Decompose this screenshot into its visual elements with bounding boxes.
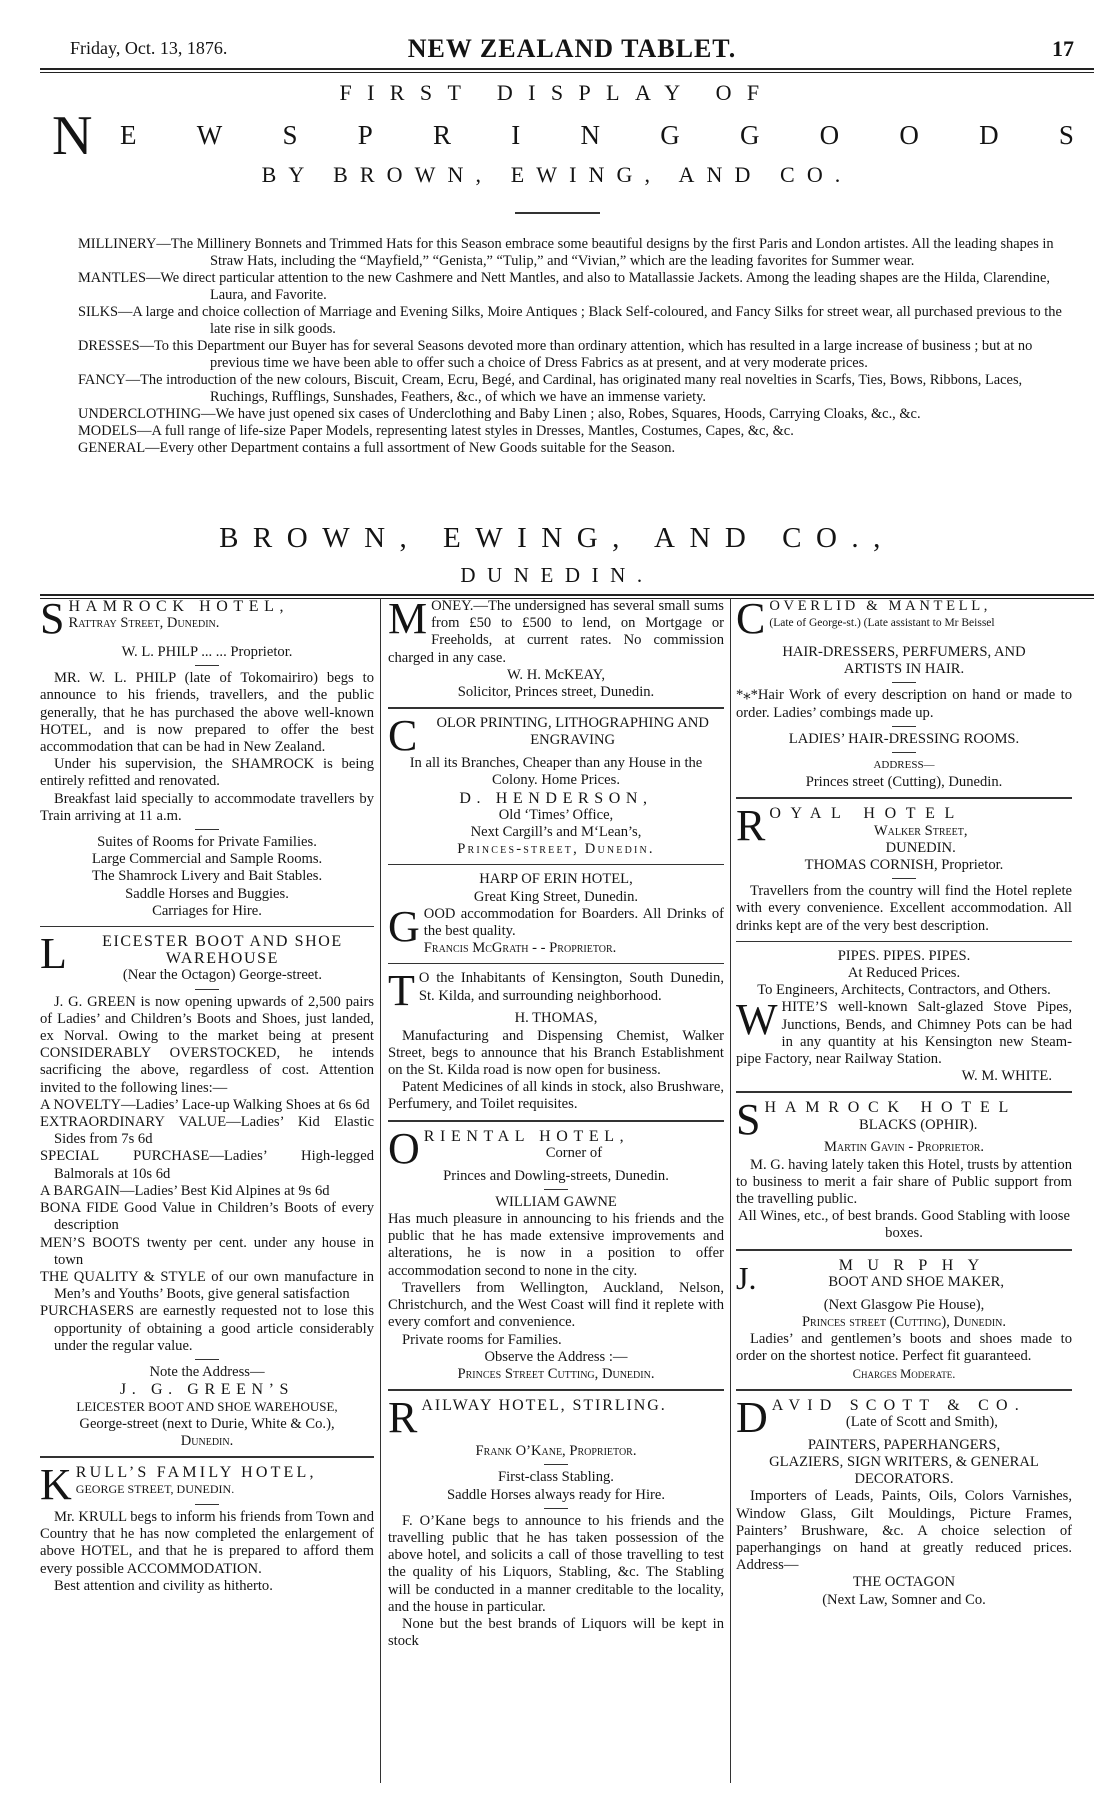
ad-body: Best attention and civility as hitherto. [54, 1577, 273, 1594]
brown-ewing-heading: BROWN, EWING, AND CO., [219, 522, 895, 554]
dash [892, 878, 916, 879]
ad-subtitle: Walker Street, [873, 822, 968, 839]
paper-title: NEW ZEALAND TABLET. [407, 34, 737, 63]
dept-silks: SILKS—A large and choice collection of Marriage and Evening Silks, Moire Antiques ; Black Self-coloured, and Fancy Silks for street wear, all purchased previous to the late rise in silk goods. [78, 304, 1062, 337]
ad-item: PURCHASERS are earnestly requested not to lose this opportunity of obtaining a good article considerably under the regular value. [40, 1303, 374, 1354]
ad-body: Patent Medicines of all kinds in stock, also Brushware, Perfumery, and Toilet requisites. [388, 1079, 724, 1113]
ad-subtitle: (Late of Scott and Smith), [845, 1413, 998, 1430]
header-initial: N [52, 105, 93, 167]
ad-proprietor: Francis McGrath - - Proprietor. [423, 940, 617, 957]
ad-role: Solicitor, Princes street, Dunedin. [457, 684, 655, 701]
ad-title: PIPES. PIPES. PIPES. [837, 947, 971, 964]
ad-color-printing [388, 711, 724, 858]
column-divider [730, 598, 731, 1783]
ad-divider [736, 797, 1072, 799]
ad-address: Princes street (Cutting), Dunedin. [805, 774, 1003, 791]
masthead-rule [40, 68, 1094, 73]
ad-title: AILWAY HOTEL, STIRLING. [421, 1397, 667, 1415]
ad-body: MR. W. L. PHILP (late of Tokomairiro) begs to announce to his friends, travellers, and the public generally, that he has purchased the above well-known HOTEL, and is now prepared to offer the best accommodation that can be had in New Zealand. [40, 670, 374, 756]
drop-cap: C [736, 594, 766, 643]
ad-thomas-chemist [388, 966, 724, 1113]
ad-subtitle: At Reduced Prices. [847, 965, 961, 982]
header-new-spring-goods [120, 120, 1074, 151]
ad-body: Private rooms for Families. [402, 1331, 562, 1348]
ad-title: HARP OF ERIN HOTEL, [479, 871, 633, 888]
header-letter: S [282, 120, 298, 150]
dash [892, 752, 916, 753]
header-letter: R [432, 120, 451, 150]
ad-line: To Engineers, Architects, Contractors, and Others. [757, 982, 1051, 999]
ad-address: LEICESTER BOOT AND SHOE WAREHOUSE, [76, 1399, 338, 1415]
ad-line: Saddle Horses always ready for Hire. [446, 1486, 666, 1503]
header-letter: G [660, 120, 680, 150]
ad-line: GLAZIERS, SIGN WRITERS, & GENERAL DECORATORS. [769, 1453, 1039, 1488]
dept-mantles: MANTLES—We direct particular attention to the new Cashmere and Nett Mantles, and also to Matallassie Jackets. Among the leading shapes are the Hilda, Clarendine, Laura, and Favorite. [78, 270, 1050, 303]
ad-body: All Wines, etc., of best brands. Good Stabling with loose boxes. [738, 1208, 1070, 1242]
ad-money [388, 594, 724, 701]
ad-subtitle: GEORGE STREET, DUNEDIN. [75, 1482, 235, 1497]
dash [892, 726, 916, 727]
header-letter: I [511, 120, 521, 150]
ad-railway-hotel [388, 1393, 724, 1650]
ad-body: None but the best brands of Liquors will be kept in stock [388, 1615, 724, 1650]
dash [195, 989, 219, 990]
ad-line: Carriages for Hire. [152, 902, 262, 919]
ad-subtitle: BOOT AND SHOE MAKER, [828, 1273, 1005, 1290]
ad-body: Travellers from Wellington, Auckland, Nelson, Christchurch, and the West Coast will find it replete with every comfort and convenience. [388, 1279, 724, 1331]
header-rule [515, 212, 600, 214]
dept-fancy: FANCY—The introduction of the new colours, Biscuit, Cream, Ecru, Begé, and Cardinal, has originated many real novelties in Scarfs, Ties, Bows, Ribbons, Laces, Ruchings, Rufflings, Sunshades, Feathers, &c., of which we have an immense variety. [78, 372, 1023, 405]
ad-subtitle: (Late of George-st.) (Late assistant to Mr Beissel [769, 617, 995, 630]
ad-divider [40, 1456, 374, 1458]
ad-shamrock-ophir [736, 1095, 1072, 1242]
drop-cap: O [388, 1123, 420, 1173]
ad-divider [736, 1389, 1072, 1391]
ad-body: Under his supervision, the SHAMROCK is being entirely refitted and renovated. [40, 756, 374, 790]
issue-date: Friday, Oct. 13, 1876. [70, 38, 228, 58]
ad-title: HAMROCK HOTEL, [68, 598, 290, 615]
ad-line: Next Cargill’s and M‘Lean’s, [470, 824, 642, 841]
ad-body: *⁎*Hair Work of every description on hand or made to order. Ladies’ combings made up. [736, 687, 1072, 721]
ad-divider [736, 1249, 1072, 1251]
ad-body: Mr. KRULL begs to inform his friends from Town and Country that he has now completed the enlargement of above HOTEL, and that he is prepared to afford them every possible ACCOMMODATION. [40, 1508, 374, 1577]
header-letter: O [819, 120, 840, 150]
header-letter: G [739, 120, 760, 150]
drop-cap: R [736, 801, 766, 851]
ad-title: RIENTAL HOTEL, [423, 1127, 630, 1145]
ad-item: A NOVELTY—Ladies’ Lace-up Walking Shoes at 6s 6d [40, 1096, 370, 1113]
ad-coverlid-mantell [736, 594, 1072, 791]
ad-body: O the Inhabitants of Kensington, South Dunedin, St. Kilda, and surrounding neighborhood. [418, 970, 724, 1004]
ad-title: MURPHY [838, 1256, 994, 1274]
column-2 [388, 594, 724, 1654]
dept-millinery: MILLINERY—The Millinery Bonnets and Trimmed Hats for this Season embrace some beautiful designs by the first Paris and London artistes. All the leading shapes in Straw Hats, including the “Mayfield,” “Genista,” “Tulip,” and “Vivian,” which are the leading favorites for Summer wear. [78, 236, 1054, 269]
ad-proprietor: THOMAS CORNISH, Proprietor. [804, 857, 1004, 874]
ad-subtitle: Princes and Dowling-streets, Dunedin. [443, 1167, 669, 1184]
ad-line: The Shamrock Livery and Bait Stables. [91, 868, 323, 885]
ad-subtitle: Great King Street, Dunedin. [473, 888, 639, 905]
header-letter: E [120, 120, 137, 150]
ad-body: Has much pleasure in announcing to his friends and the public that he has made extensive improvements and alterations, he is now in a position to offer accommodation second to none in the city. [388, 1211, 724, 1279]
dash [544, 1464, 568, 1465]
header-letter: W [196, 120, 223, 150]
ad-address: THE OCTAGON [852, 1574, 956, 1591]
ad-title: AVID SCOTT & CO. [771, 1396, 1026, 1414]
dash [195, 829, 219, 830]
ad-divider [388, 707, 724, 709]
drop-cap: L [40, 929, 67, 979]
ad-note: Note the Address— [149, 1363, 265, 1380]
ad-line: Saddle Horses and Buggies. [125, 885, 289, 902]
ad-item: MEN’S BOOTS twenty per cent. under any house in town [40, 1234, 374, 1268]
dash [195, 1504, 219, 1505]
ad-harp-of-erin [388, 871, 724, 957]
column-divider [380, 598, 381, 1783]
ad-line: Old ‘Times’ Office, [498, 806, 614, 823]
ad-murphy [736, 1257, 1072, 1383]
ad-title: RULL’S FAMILY HOTEL, [75, 1463, 317, 1481]
ad-address: Observe the Address :— [484, 1348, 628, 1365]
ad-body: F. O’Kane begs to announce to his friends and the travelling public that he has taken possession of the above hotel, and solicits a call of those travelling to test the quality of his Liquors, Stabling, &c. The Stabling will be conducted in a manner creditable to the locality, and the house in particular. [388, 1512, 724, 1615]
ad-name: H. THOMAS, [514, 1010, 598, 1027]
dash [195, 665, 219, 666]
ad-body: M. G. having lately taken this Hotel, trusts by attention to business to merit a fair share of Public support from the travelling public. [736, 1156, 1072, 1208]
ad-line: PAINTERS, PAPERHANGERS, [807, 1436, 1001, 1453]
ad-address: George-street (next to Durie, White & Co.), [79, 1415, 335, 1432]
ad-title: OYAL HOTEL [769, 805, 964, 823]
header-letter: N [580, 120, 600, 150]
drop-cap: D [736, 1392, 768, 1442]
ad-divider [388, 963, 724, 964]
ad-proprietor: Martin Gavin - Proprietor. [823, 1139, 985, 1156]
ad-address: Princes street (Cutting), Dunedin. [801, 1313, 1007, 1330]
ad-address: Dunedin. [180, 1432, 234, 1449]
ad-line: Suites of Rooms for Private Families. [97, 834, 317, 851]
ad-line: ARTISTS IN HAIR. [843, 661, 965, 678]
millinery-list [78, 236, 1074, 457]
ad-body: Travellers from the country will find the Hotel replete with every convenience. Excellent accommodation. All drinks kept are of the very best description. [736, 883, 1072, 934]
drop-cap: S [736, 1095, 761, 1145]
ad-title: OLOR PRINTING, LITHOGRAPHING AND ENGRAVING [436, 715, 709, 749]
drop-cap: K [40, 1459, 72, 1509]
column-3 [736, 594, 1072, 1613]
drop-cap: M [388, 594, 428, 643]
ad-line: HAIR-DRESSERS, PERFUMERS, AND [782, 644, 1026, 660]
ad-item: BONA FIDE Good Value in Children’s Boots of every description [40, 1200, 374, 1234]
ad-proprietor: W. L. PHILP ... ... Proprietor. [121, 644, 293, 660]
drop-cap: R [388, 1393, 418, 1443]
ad-divider [388, 1389, 724, 1391]
dept-underclothing: UNDERCLOTHING—We have just opened six cases of Underclothing and Baby Linen ; also, Robes, Squares, Hoods, Carrying Cloaks, &c., &c. [78, 406, 921, 422]
dash [544, 1189, 568, 1190]
drop-cap: J. [736, 1259, 757, 1296]
ad-line: LADIES’ HAIR-DRESSING ROOMS. [788, 730, 1020, 747]
ad-body: In all its Branches, Cheaper than any House in the Colony. Home Prices. [409, 755, 703, 789]
ad-address: (Next Law, Somner and Co. [822, 1591, 986, 1608]
ad-subtitle: (Next Glasgow Pie House), [823, 1296, 985, 1313]
drop-cap: W [736, 995, 778, 1045]
ad-line: Princes-street, Dunedin. [457, 841, 655, 858]
ad-body: Breakfast laid specially to accommodate travellers by Train arriving at 11 a.m. [40, 790, 374, 824]
header-letter: P [357, 120, 373, 150]
drop-cap: C [388, 711, 418, 761]
ad-item: EXTRAORDINARY VALUE—Ladies’ Kid Elastic Sides from 7s 6d [40, 1114, 374, 1148]
ad-body: J. G. GREEN is now opening upwards of 2,500 pairs of Ladies’ and Children’s Boots and Shoes, just landed, ex Norval. Owing to the market being at present CONSIDERABLY OVERSTOCKED, he intends sacrificing the above, regardless of cost. Attention invited to the following lines:— [40, 993, 374, 1096]
ad-title: EICESTER BOOT AND SHOE WAREHOUSE [102, 933, 343, 968]
ad-signature: W. M. WHITE. [961, 1068, 1052, 1085]
ad-subtitle: Corner of [545, 1144, 603, 1161]
ad-leicester-boot [40, 929, 374, 1450]
ad-divider [736, 1091, 1072, 1093]
ad-body: Importers of Leads, Paints, Oils, Colors Varnishes, Window Glass, Gilt Mouldings, Picture Frames, Painters’ Brushware, &c. A choice selection of paperhangings on hand at greatly reduced prices. Address— [736, 1488, 1072, 1574]
ad-name: WILLIAM GAWNE [495, 1193, 617, 1210]
ad-royal-hotel [736, 801, 1072, 934]
ad-item: THE QUALITY & STYLE of our own manufacture in Men’s and Youths’ Boots, give general satisfaction [40, 1268, 374, 1303]
ad-address: Rattray Street, Dunedin. [68, 615, 220, 632]
ad-item: SPECIAL PURCHASE—Ladies’ High-legged Balmorals at 10s 6d [40, 1148, 374, 1182]
masthead [70, 34, 1074, 64]
ad-oriental-hotel [388, 1123, 724, 1383]
column-1 [40, 594, 374, 1599]
header-letter: S [1058, 120, 1074, 150]
ad-subtitle: DUNEDIN. [885, 839, 956, 856]
ad-body: ONEY.—The undersigned has several small sums from £50 to £500 to lend, on Mortgage or Freeholds, at current rates. No commission charged in any case. [388, 598, 724, 666]
ad-name: J. G. GREEN’S [119, 1381, 295, 1399]
header-by-line: BY BROWN, EWING, AND CO. [261, 162, 853, 187]
page-number: 17 [1052, 36, 1074, 61]
dunedin-heading: DUNEDIN. [460, 563, 654, 587]
ad-line: Large Commercial and Sample Rooms. [91, 851, 323, 868]
ad-david-scott [736, 1392, 1072, 1609]
ad-body: OOD accommodation for Boarders. All Drinks of the best quality. [423, 905, 724, 940]
dept-general: GENERAL—Every other Department contains a full assortment of New Goods suitable for the Season. [78, 440, 676, 456]
header-letter: O [899, 120, 919, 150]
ad-title: HAMROCK HOTEL [764, 1099, 1018, 1117]
drop-cap: T [388, 966, 415, 1016]
ad-shamrock-hotel [40, 594, 374, 920]
header-first-display: FIRST DISPLAY OF [339, 80, 775, 105]
ad-divider [388, 1120, 724, 1122]
ad-charges: Charges Moderate. [852, 1366, 956, 1381]
ad-body: HITE’S well-known Salt-glazed Stove Pipes, Junctions, Bends, and Chimney Pots can be had in any quantity at his Kensington new Steam-pipe Factory, near Railway Station. [736, 999, 1072, 1068]
ad-address-label: ADDRESS— [873, 759, 935, 772]
dash [892, 682, 916, 683]
ad-divider [40, 926, 374, 927]
header-letter: D [979, 120, 999, 150]
ad-name: W. H. McKEAY, [507, 666, 605, 683]
ad-krull-hotel [40, 1459, 374, 1595]
ad-body: Manufacturing and Dispensing Chemist, Walker Street, begs to announce that his Branch Establishment on the St. Kilda road is now open for business. [388, 1027, 724, 1079]
ad-divider [736, 941, 1072, 942]
ad-divider [388, 864, 724, 865]
drop-cap: G [388, 901, 420, 951]
ad-pipes [736, 948, 1072, 1086]
ad-proprietor: Frank O’Kane, Proprietor. [475, 1443, 637, 1460]
ad-subtitle: (Near the Octagon) George-street. [122, 967, 322, 984]
ad-subtitle: BLACKS (OPHIR). [859, 1116, 978, 1133]
ad-title: OVERLID & MANTELL, [769, 598, 992, 614]
dept-models: MODELS—A full range of life-size Paper Models, representing latest styles in Dresses, Mantles, Costumes, Capes, &c, &c. [78, 423, 794, 439]
ad-line: First-class Stabling. [498, 1469, 614, 1486]
ad-body: Ladies’ and gentlemen’s boots and shoes made to order on the shortest notice. Perfect fit guaranteed. [736, 1331, 1072, 1365]
dash [544, 1508, 568, 1509]
drop-cap: S [40, 594, 65, 643]
ad-address: Princes Street Cutting, Dunedin. [457, 1365, 655, 1382]
dash [195, 1359, 219, 1360]
ad-name: D. HENDERSON, [459, 789, 653, 807]
dept-dresses: DRESSES—To this Department our Buyer has for several Seasons devoted more than ordinary attention, which has resulted in a large increase of business ; but at no previous time we have been able to offer such a choice of Dress Fabrics as at present, and at very moderate prices. [78, 338, 1033, 371]
ad-item: A BARGAIN—Ladies’ Best Kid Alpines at 9s 6d [40, 1182, 330, 1199]
